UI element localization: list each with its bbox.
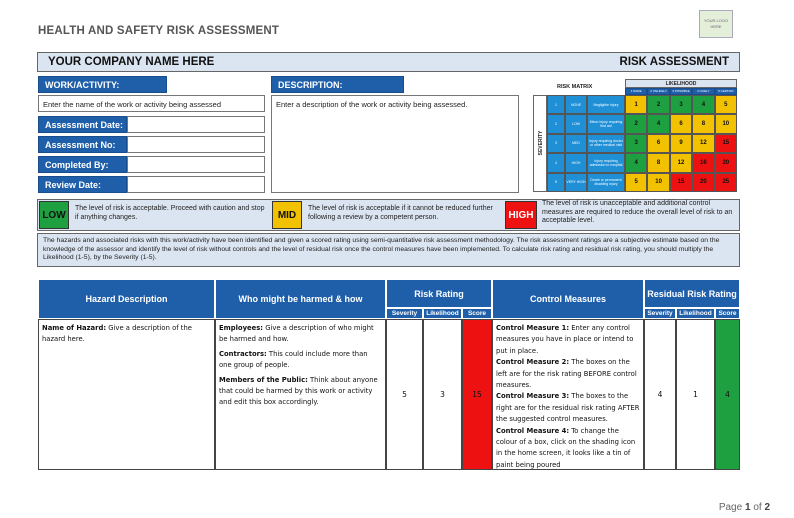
risk-score-value[interactable]: 15 — [462, 319, 492, 470]
matrix-cell: 5 — [715, 95, 737, 114]
hazard-name-text: Give a description of the hazard here. — [42, 324, 192, 344]
review-date-field[interactable] — [127, 176, 265, 193]
high-badge: HIGH — [505, 201, 537, 229]
matrix-cell: 8 — [692, 114, 714, 133]
matrix-cell: 6 — [647, 134, 669, 153]
th-risk-severity: Severity — [386, 308, 423, 319]
company-bar — [37, 52, 740, 72]
severity-label: SEVERITY — [538, 130, 544, 156]
severity-num-2: 2 — [547, 114, 565, 133]
control-4-label: Control Measure 4: — [496, 426, 570, 435]
th-residual-likelihood: Likelihood — [676, 308, 715, 319]
th-residual-score: Score — [715, 308, 740, 319]
assessment-date-field[interactable] — [127, 116, 265, 133]
who-contractors-text: This could include more than one group of people. — [219, 349, 368, 370]
work-activity-value: Enter the name of the work or activity being assessed — [43, 100, 222, 109]
matrix-cell: 10 — [715, 114, 737, 133]
likelihood-header-1: 1 RARE — [625, 88, 647, 95]
page-title: HEALTH AND SAFETY RISK ASSESSMENT — [38, 25, 280, 37]
matrix-cell: 5 — [625, 173, 647, 192]
work-activity-field[interactable] — [38, 95, 265, 112]
matrix-cell: 3 — [625, 134, 647, 153]
control-3-label: Control Measure 3: — [496, 392, 570, 401]
logo-text: YOUR LOGO HERE — [703, 18, 729, 29]
matrix-cell: 16 — [692, 153, 714, 172]
likelihood-header-3: 3 POSSIBLE — [670, 88, 692, 95]
matrix-cell: 8 — [647, 153, 669, 172]
assessment-date-header — [38, 116, 127, 133]
matrix-cell: 1 — [625, 95, 647, 114]
control-measures-cell[interactable] — [492, 319, 644, 470]
review-date-label: Review Date: — [45, 179, 102, 190]
th-residual-risk: Residual Risk Rating — [644, 279, 740, 308]
matrix-cell: 15 — [715, 134, 737, 153]
work-activity-label: WORK/ACTIVITY: — [45, 79, 120, 90]
th-who: Who might be harmed & how — [215, 279, 386, 319]
control-2-label: Control Measure 2: — [496, 358, 570, 367]
hazard-name-label: Name of Hazard: — [42, 324, 107, 332]
residual-score-value[interactable]: 4 — [715, 319, 740, 470]
completed-by-field[interactable] — [127, 156, 265, 173]
control-1-label: Control Measure 1: — [496, 324, 570, 332]
page-indicator: Page 1 of 2 — [718, 502, 770, 513]
who-public-text: Think about anyone that could be harmed by this work or activity and edit this box accordingly. — [219, 375, 378, 407]
assessment-no-header — [38, 136, 127, 153]
who-employees-label: Employees: — [219, 324, 264, 332]
methodology-info: The hazards and associated risks with this work/activity have been identified and given a scored rating using semi-quantitative risk assessment methodology. The risk assessment ratings are a subjective estimate based on the knowledge of the assessor and identify the level of risk without controls and the level of residual risk once the control measures have been implemented. To calculate risk rating and residual risk rating, you should multiply the Likelihood (1-5), by the Severity (1-5). — [37, 233, 740, 267]
severity-name-1: NONE — [565, 95, 587, 114]
severity-desc-2: Minor injury requiring first aid — [587, 114, 625, 133]
severity-num-3: 3 — [547, 134, 565, 153]
th-risk-likelihood: Likelihood — [423, 308, 462, 319]
severity-num-5: 5 — [547, 173, 565, 192]
control-1-text: Enter any control measures you have in place or intend to put in place. — [496, 324, 634, 355]
risk-severity-value[interactable]: 5 — [386, 319, 423, 470]
who-employees-text: Give a description of who might be harmed and how. — [219, 324, 374, 344]
matrix-cell: 4 — [647, 114, 669, 133]
matrix-cell: 6 — [670, 114, 692, 133]
logo-placeholder — [699, 10, 733, 38]
risk-matrix-title: RISK MATRIX — [557, 84, 593, 90]
severity-num-4: 4 — [547, 153, 565, 172]
hazard-cell[interactable] — [38, 319, 215, 470]
work-activity-header — [38, 76, 167, 93]
control-4-text: To change the colour of a box, click on the shading icon in the home screen, it looks like a tin of paint being poured — [496, 426, 636, 469]
mid-description: The level of risk is acceptable if it cannot be reduced further following a review by a competent person. — [308, 205, 493, 221]
matrix-cell: 20 — [692, 173, 714, 192]
severity-desc-4: Injury requiring admission to hospital — [587, 153, 625, 172]
matrix-cell: 2 — [647, 95, 669, 114]
likelihood-title: LIKELIHOOD — [625, 79, 737, 88]
matrix-cell: 4 — [625, 153, 647, 172]
th-risk-rating: Risk Rating — [386, 279, 492, 308]
severity-desc-3: Injury requiring doctor or other medical visit — [587, 134, 625, 153]
matrix-cell: 12 — [692, 134, 714, 153]
matrix-cell: 10 — [647, 173, 669, 192]
completed-by-label: Completed By: — [45, 159, 109, 170]
high-description: The level of risk is unacceptable and additional control measures are required to reduce the overall level of risk to an acceptable level. — [542, 200, 733, 224]
description-header — [271, 76, 404, 93]
severity-name-3: MED — [565, 134, 587, 153]
matrix-cell: 2 — [625, 114, 647, 133]
matrix-cell: 9 — [670, 134, 692, 153]
matrix-cell: 4 — [692, 95, 714, 114]
review-date-header — [38, 176, 127, 193]
th-hazard: Hazard Description — [38, 279, 215, 319]
severity-name-2: LOW — [565, 114, 587, 133]
low-description: The level of risk is acceptable. Proceed with caution and stop if anything changes. — [75, 205, 265, 221]
description-field[interactable] — [271, 95, 519, 193]
control-2-text: The boxes on the left are for the risk rating BEFORE control measures. — [496, 358, 637, 390]
severity-axis — [533, 95, 547, 192]
th-risk-score: Score — [462, 308, 492, 319]
th-control-measures: Control Measures — [492, 279, 644, 319]
likelihood-header-5: 5 CERTAIN — [715, 88, 737, 95]
who-cell[interactable] — [215, 319, 386, 470]
severity-num-1: 1 — [547, 95, 565, 114]
severity-desc-5: Death or permanent disabling injury — [587, 173, 625, 192]
assessment-date-label: Assessment Date: — [45, 119, 124, 130]
description-label: DESCRIPTION: — [278, 79, 343, 90]
company-name[interactable]: YOUR COMPANY NAME HERE — [48, 56, 215, 68]
th-residual-severity: Severity — [644, 308, 676, 319]
likelihood-header-2: 2 UNLIKELY — [647, 88, 669, 95]
risk-likelihood-value[interactable]: 3 — [423, 319, 462, 470]
description-value: Enter a description of the work or activity being assessed. — [276, 100, 468, 109]
completed-by-header — [38, 156, 127, 173]
low-badge: LOW — [39, 201, 69, 229]
residual-likelihood-value[interactable]: 1 — [676, 319, 715, 470]
matrix-cell: 12 — [670, 153, 692, 172]
severity-desc-1: Negligible Injury — [587, 95, 625, 114]
mid-badge: MID — [272, 201, 302, 229]
doc-label: RISK ASSESSMENT — [619, 56, 729, 68]
who-public-label: Members of the Public: — [219, 375, 308, 384]
severity-name-4: HIGH — [565, 153, 587, 172]
control-3-text: The boxes to the right are for the residual risk rating AFTER the suggested control measures. — [496, 392, 640, 424]
severity-name-5: VERY HIGH — [565, 173, 587, 192]
matrix-cell: 15 — [670, 173, 692, 192]
matrix-cell: 20 — [715, 153, 737, 172]
matrix-cell: 25 — [715, 173, 737, 192]
assessment-no-field[interactable] — [127, 136, 265, 153]
matrix-cell: 3 — [670, 95, 692, 114]
likelihood-header-4: 4 LIKELY — [692, 88, 714, 95]
assessment-no-label: Assessment No: — [45, 139, 116, 150]
residual-severity-value[interactable]: 4 — [644, 319, 676, 470]
who-contractors-label: Contractors: — [219, 349, 267, 358]
